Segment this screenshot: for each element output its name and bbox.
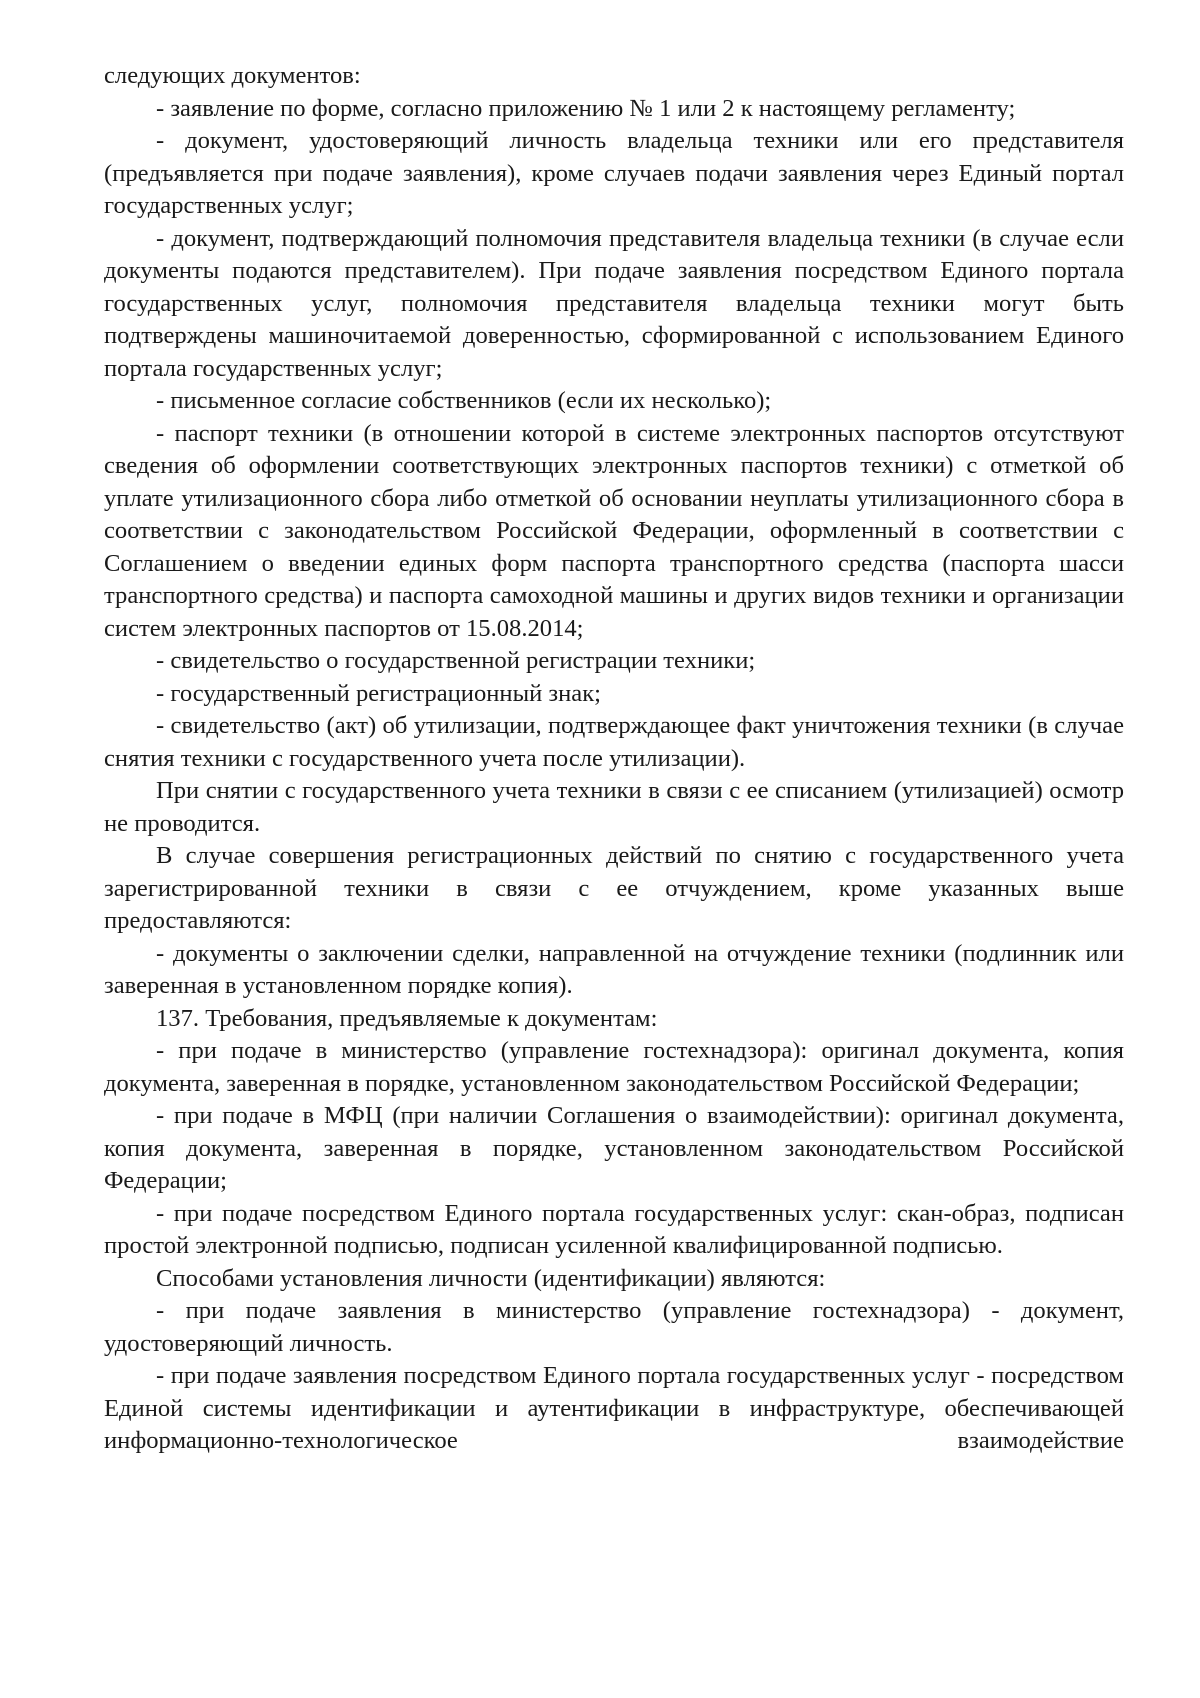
list-item-transaction-documents: - документы о заключении сделки, направленной на отчуждение техники (подлинник или заверенная в установленном порядке копия).	[104, 939, 1124, 999]
paragraph-identification-methods: Способами установления личности (идентификации) являются:	[156, 1264, 826, 1292]
list-item-vehicle-passport: - паспорт техники (в отношении которой в системе электронных паспортов отсутствуют сведения об оформлении соответствующих электронных паспортов техники) с отметкой об уплате утилизационного сбора либо отметкой об основании неуплаты утилизационного сбора в соответствии с законодательством Российской Федерации, оформленный в соответствии с Соглашением о введении единых форм паспорта транспортного средства (паспорта шасси транспортного средства) и паспорта самоходной машины и других видов техники и организации систем электронных паспортов от 15.08.2014;	[104, 419, 1124, 642]
list-item-owners-consent: - письменное согласие собственников (если их несколько);	[156, 387, 772, 414]
list-item-ministry-submission: - при подаче в министерство (управление гостехнадзора): оригинал документа, копия документа, заверенная в порядке, установленном законодательством Российской Федерации;	[104, 1037, 1124, 1097]
paragraph-continuation: следующих документов:	[104, 62, 361, 89]
list-item-portal-identification: - при подаче заявления посредством Единого портала государственных услуг - посредством Единой системы идентификации и аутентификации в инфраструктуре, обеспечивающей информационно-технологическое взаимодействие	[104, 1362, 1124, 1454]
paragraph-alienation-case: В случае совершения регистрационных действий по снятию с государственного учета зарегистрированной техники в связи с ее отчуждением, кроме указанных выше предоставляются:	[104, 842, 1124, 934]
list-item-license-plate: - государственный регистрационный знак;	[156, 679, 601, 707]
list-item-disposal-certificate: - свидетельство (акт) об утилизации, подтверждающее факт уничтожения техники (в случае снятия техники с государственного учета после утилизации).	[104, 712, 1124, 772]
section-heading-137: 137. Требования, предъявляемые к документам:	[156, 1004, 658, 1032]
list-item-ministry-identification: - при подаче заявления в министерство (управление гостехнадзора) - документ, удостоверяющий личность.	[104, 1297, 1124, 1357]
list-item-mfc-submission: - при подаче в МФЦ (при наличии Соглашения о взаимодействии): оригинал документа, копия документа, заверенная в порядке, установленном законодательством Российской Федерации;	[104, 1102, 1124, 1194]
list-item-application-form: - заявление по форме, согласно приложению № 1 или 2 к настоящему регламенту;	[156, 94, 1016, 122]
list-item-registration-certificate: - свидетельство о государственной регистрации техники;	[156, 647, 756, 674]
paragraph-no-inspection: При снятии с государственного учета техники в связи с ее списанием (утилизацией) осмотр не проводится.	[104, 777, 1124, 837]
list-item-power-of-attorney: - документ, подтверждающий полномочия представителя владельца техники (в случае если документы подаются представителем). При подаче заявления посредством Единого портала государственных услуг, полномочия представителя владельца техники могут быть подтверждены машиночитаемой доверенностью, сформированной с использованием Единого портала государственных услуг;	[104, 224, 1124, 382]
list-item-portal-submission: - при подаче посредством Единого портала государственных услуг: скан-образ, подписан простой электронной подписью, подписан усиленной квалифицированной подписью.	[104, 1199, 1124, 1259]
list-item-identity-document: - документ, удостоверяющий личность владельца техники или его представителя (предъявляется при подаче заявления), кроме случаев подачи заявления через Единый портал государственных услуг;	[104, 127, 1124, 219]
